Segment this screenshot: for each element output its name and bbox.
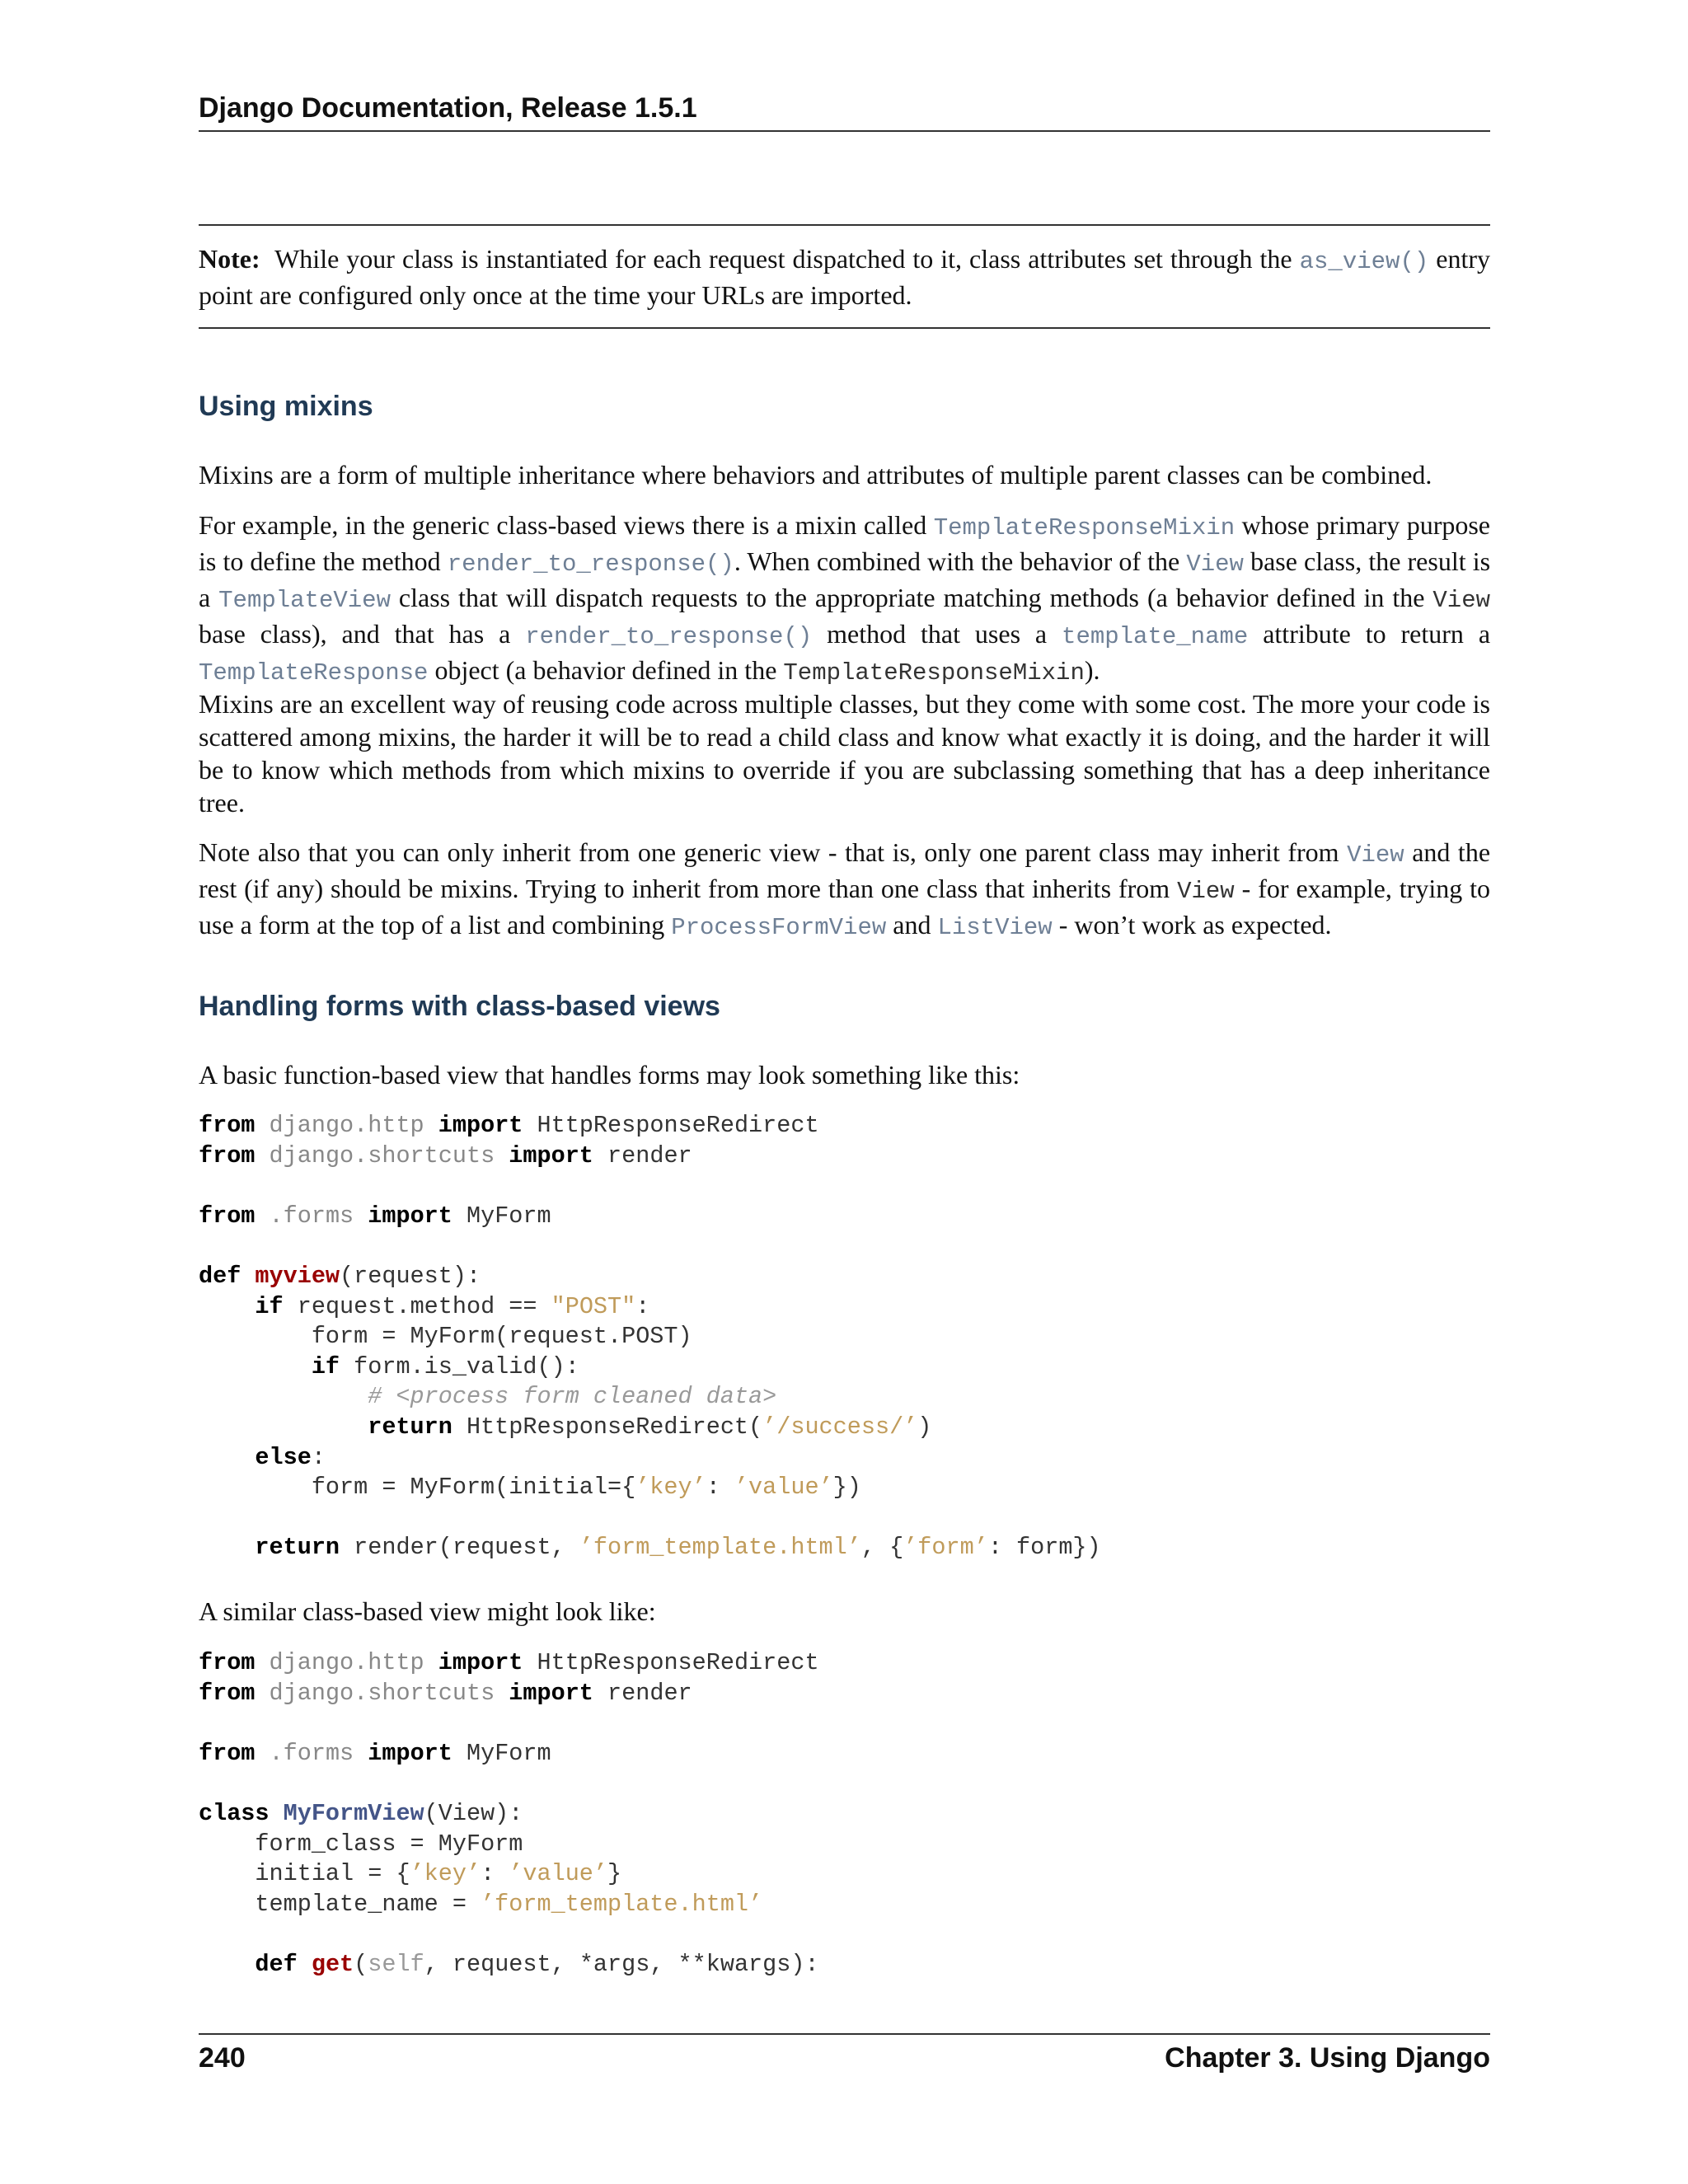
- code-block-function-view: from django.http import HttpResponseRedirect from django.shortcuts import render from .forms import MyForm def myview(request): if request.method == "POST": form = MyForm(request.POST) if form.is_valid(): # <process form cleaned data> return HttpResponseRedirect(’/success/’) else: form = MyForm(initial={’key’: ’value’}) return render(request, ’form_template.html’, {’form’: form}): [199, 1112, 1101, 1562]
- note-label: Note:: [199, 244, 260, 274]
- templateview-link[interactable]: TemplateView: [218, 587, 391, 614]
- note-bottom-rule: [199, 327, 1490, 329]
- text: base class), and that has a: [199, 619, 511, 649]
- note-top-rule: [199, 224, 1490, 226]
- heading-using-mixins: Using mixins: [199, 391, 373, 422]
- text: - won’t work as expected.: [1058, 910, 1332, 940]
- header-rule: [199, 130, 1490, 132]
- templateresponsemixin-link[interactable]: TemplateResponseMixin: [933, 514, 1236, 541]
- text: whose primary purpose is to define the method: [199, 510, 1491, 576]
- text: - for example, trying to use a form at the top of a list and combining: [199, 874, 1491, 940]
- chapter-title: Chapter 3. Using Django: [1165, 2042, 1490, 2074]
- templateresponsemixin-literal: TemplateResponseMixin: [783, 659, 1085, 687]
- note-text-1: While your class is instantiated for each request dispatched to it, class attributes set through the: [274, 244, 1292, 274]
- note-box: [199, 242, 1490, 312]
- document-page: [199, 0, 1490, 2184]
- text: For example, in the generic class-based views there is a mixin called: [199, 510, 927, 540]
- as-view-link[interactable]: as_view(): [1299, 248, 1429, 275]
- listview-link[interactable]: ListView: [937, 914, 1053, 941]
- processformview-link[interactable]: ProcessFormView: [671, 914, 887, 941]
- templateresponse-link[interactable]: TemplateResponse: [199, 659, 429, 687]
- text: and the rest (if any) should be mixins. Trying to inherit from more than one class that inherits from: [199, 837, 1491, 903]
- text: ).: [1084, 655, 1100, 685]
- paragraph-function-view-intro: A basic function-based view that handles forms may look something like this:: [199, 1060, 1020, 1090]
- myview-function-name: myview: [255, 1262, 340, 1290]
- template-name-link[interactable]: template_name: [1062, 623, 1249, 650]
- footer-rule: [199, 2033, 1490, 2035]
- text: and: [893, 910, 931, 940]
- text: method that uses a: [827, 619, 1048, 649]
- paragraph-mixins-intro: Mixins are a form of multiple inheritance where behaviors and attributes of multiple parent classes can be combined.: [199, 460, 1432, 490]
- text: object (a behavior defined in the: [434, 655, 777, 685]
- heading-handling-forms: Handling forms with class-based views: [199, 991, 720, 1022]
- text: . When combined with the behavior of the: [734, 546, 1180, 576]
- code-block-class-view: from django.http import HttpResponseRedirect from django.shortcuts import render from .forms import MyForm class MyFormView(View): form_class = MyForm initial = {’key’: ’value’} template_name = ’form_template.html’ def get(self, request, *args, **kwargs):: [199, 1649, 819, 1978]
- myformview-class-name: MyFormView: [283, 1799, 424, 1827]
- paragraph-mixins-example: [199, 509, 1490, 690]
- view-link[interactable]: View: [1186, 551, 1244, 578]
- render-to-response-link[interactable]: render_to_response(): [447, 551, 734, 578]
- paragraph-single-inheritance: [199, 836, 1490, 944]
- note-text-2: entry point are configured only once at the time your URLs are imported.: [199, 244, 1491, 310]
- page-number: 240: [199, 2042, 246, 2074]
- paragraph-mixins-cost: Mixins are an excellent way of reusing code across multiple classes, but they come with some cost. The more your code is scattered among mixins, the harder it will be to read a child class and know what exactly it is doing, and the harder it will be to know which methods from which mixins to override if you are subclassing something that has a deep inheritance tree.: [199, 689, 1490, 818]
- running-header: Django Documentation, Release 1.5.1: [199, 92, 697, 124]
- view-literal: View: [1432, 587, 1491, 614]
- view-link-2[interactable]: View: [1347, 841, 1404, 869]
- code-comment: # <process form cleaned data>: [368, 1383, 777, 1411]
- text: class that will dispatch requests to the appropriate matching methods (a behavior defined in the: [398, 583, 1425, 612]
- render-to-response-link-2[interactable]: render_to_response(): [525, 623, 813, 650]
- text: base class, the result is a: [199, 546, 1491, 612]
- text: Note also that you can only inherit from one generic view - that is, only one parent class may inherit from: [199, 837, 1339, 867]
- view-literal-2: View: [1177, 878, 1235, 905]
- get-method-name: get: [311, 1950, 354, 1978]
- paragraph-class-view-intro: A similar class-based view might look like:: [199, 1596, 656, 1626]
- text: attribute to return a: [1263, 619, 1491, 649]
